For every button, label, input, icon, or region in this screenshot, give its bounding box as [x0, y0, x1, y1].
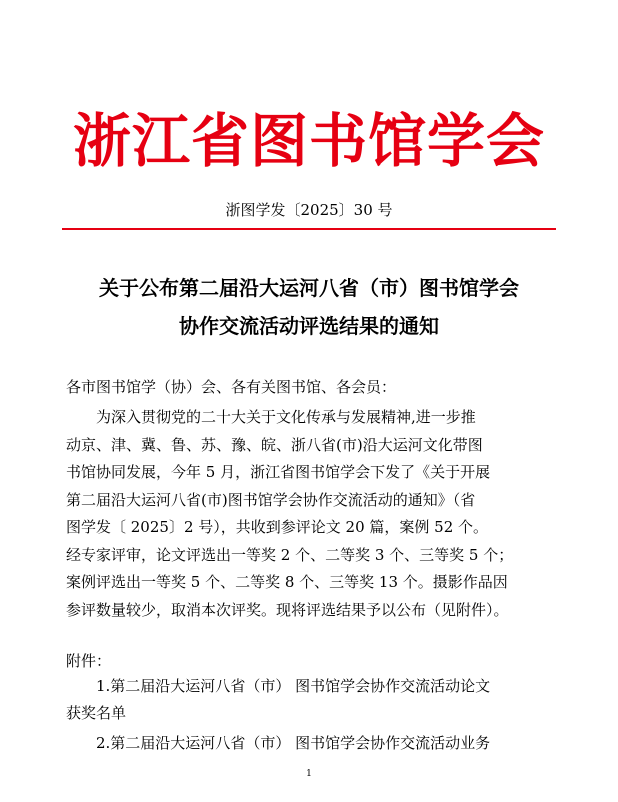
salutation: 各市图书馆学（协）会、各有关图书馆、各会员：: [66, 378, 397, 396]
paragraph-line: 案例评选出一等奖 5 个、二等奖 8 个、三等奖 13 个。摄影作品因: [66, 573, 508, 591]
red-divider-line: [62, 228, 556, 230]
attachment-line: 2.第二届沿大运河八省（市） 图书馆学会协作交流活动业务: [66, 734, 491, 752]
body-paragraph: [66, 404, 566, 624]
paragraph-line: 经专家评审，论文评选出一等奖 2 个、二等奖 3 个、三等奖 5 个；: [66, 545, 514, 564]
attachment-item-1: [66, 673, 566, 727]
paragraph-line: 书馆协同发展，今年 5 月，浙江省图书馆学会下发了《关于开展: [66, 463, 491, 481]
notice-title-line-2: 协作交流活动评选结果的通知: [179, 314, 439, 338]
attachments-label: 附件：: [66, 652, 112, 670]
notice-title-line-1: 关于公布第二届沿大运河八省（市）图书馆学会: [99, 276, 519, 300]
paragraph-line: 动京、津、冀、鲁、苏、豫、皖、浙八省(市)沿大运河文化带图: [66, 435, 483, 454]
paragraph-line: 图学发〔 2025〕2 号），共收到参评论文 20 篇，案例 52 个。: [66, 518, 489, 536]
page-number: 1: [306, 769, 312, 779]
attachment-line: 1.第二届沿大运河八省（市） 图书馆学会协作交流活动论文: [66, 677, 491, 695]
attachment-item-2: [66, 730, 566, 757]
paragraph-line: 参评数量较少，取消本次评奖。现将评选结果予以公布（见附件）。: [66, 600, 509, 619]
attachment-line: 获奖名单: [66, 704, 127, 722]
document-number: 浙图学发〔2025〕30 号: [225, 201, 393, 219]
paragraph-line: 第二届沿大运河八省(市)图书馆学会协作交流活动的通知》（省: [66, 490, 476, 509]
masthead-title: 浙江省图书馆学会: [72, 107, 545, 175]
paragraph-line: 为深入贯彻党的二十大关于文化传承与发展精神,进一步推: [66, 408, 476, 426]
